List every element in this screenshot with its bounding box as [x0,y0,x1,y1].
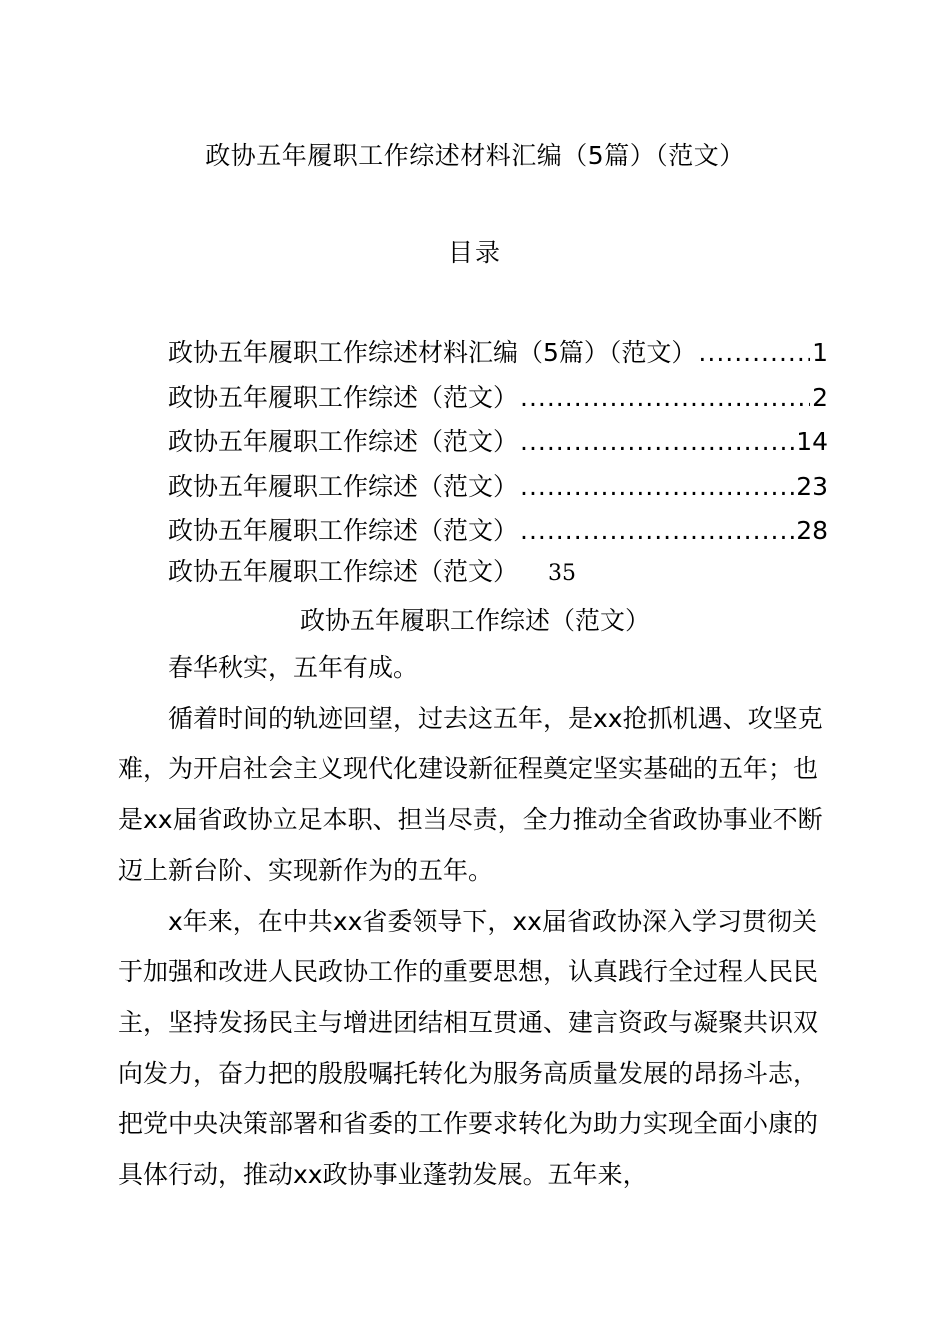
paragraph: 循着时间的轨迹回望，过去这五年，是xx抢抓机遇、攻坚克难，为开启社会主义现代化建设新征程奠定坚实基础的五年；也是xx届省政协立足本职、担当尽责，全力推动全省政协事业不断迈上新台阶、实现新作为的五年。 [118,703,823,885]
toc-dot-leader [520,427,794,456]
toc-dot-leader [520,516,794,545]
body-text [118,643,838,1201]
toc-entry-title: 政协五年履职工作综述材料汇编（5篇）（范文） [168,338,697,367]
toc-entry-page: 35 [548,561,577,586]
paragraph: 春华秋实，五年有成。 [168,653,419,682]
toc-entry-title: 政协五年履职工作综述（范文） [168,557,519,586]
toc-entry-page: 14 [796,427,828,456]
toc-heading: 目录 [447,238,502,267]
toc-entry[interactable] [168,511,828,556]
toc-entry-page: 1 [812,338,828,367]
toc-entry-page: 23 [796,471,828,501]
toc-entry[interactable] [168,333,828,378]
toc-entry-title: 政协五年履职工作综述（范文） [168,471,519,501]
toc-entry[interactable] [168,467,828,512]
document-title: 政协五年履职工作综述材料汇编（5篇）（范文） [205,141,745,170]
toc-entry[interactable] [168,422,828,467]
toc-entry-page: 2 [812,382,828,412]
toc-dot-leader [698,338,810,367]
toc-entry-title: 政协五年履职工作综述（范文） [168,516,519,545]
toc-entry-title: 政协五年履职工作综述（范文） [168,427,519,456]
toc-dot-leader [520,383,810,412]
section-title: 政协五年履职工作综述（范文） [299,606,650,635]
paragraph: x年来，在中共xx省委领导下，xx届省政协深入学习贯彻关于加强和改进人民政协工作的重要思想，认真践行全过程人民民主，坚持发扬民主与增进团结相互贯通、建言资政与凝聚共识双向发力，奋力把的殷殷嘱托转化为服务高质量发展的昂扬斗志，把党中央决策部署和省委的工作要求转化为助力实现全面小康的具体行动，推动xx政协事业蓬勃发展。五年来， [118,906,819,1190]
toc-entry[interactable] [168,378,828,423]
table-of-contents [168,333,828,556]
toc-entry[interactable] [168,552,576,588]
toc-entry-title: 政协五年履职工作综述（范文） [168,382,519,412]
toc-entry-page: 28 [796,516,828,545]
toc-dot-leader [520,472,794,501]
